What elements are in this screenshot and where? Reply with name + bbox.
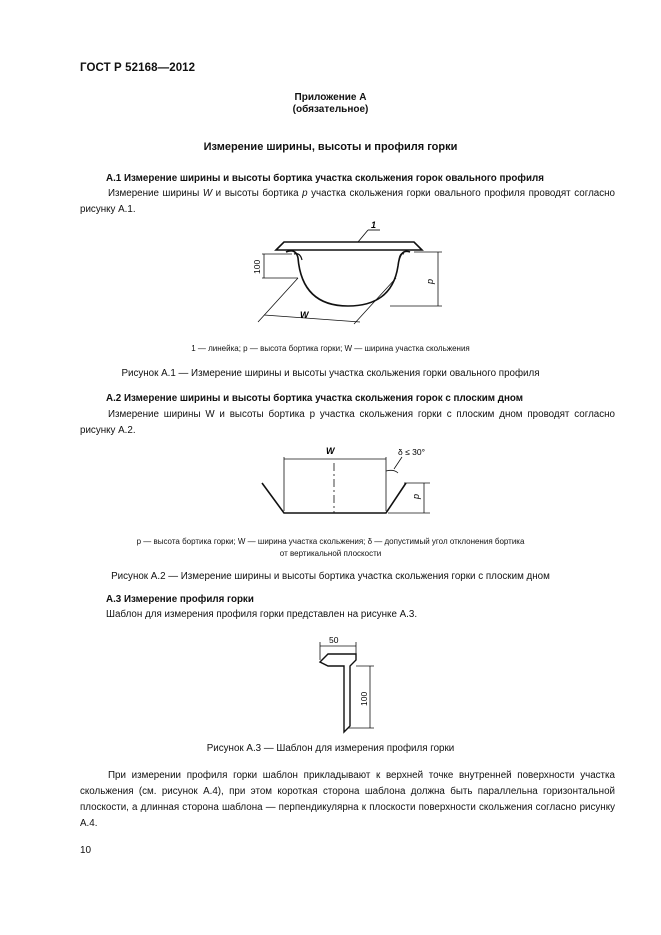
- text-fragment: Измерение ширины: [108, 188, 203, 199]
- figure-a2-legend-line1: p — высота бортика горки; W — ширина участка скольжения; δ — допустимый угол отклонения бортика: [136, 537, 525, 546]
- figure-a1-legend: 1 — линейка; p — высота бортика горки; W — ширина участка скольжения: [191, 344, 470, 353]
- section-a2-heading: А.2 Измерение ширины и высоты бортика участка скольжения горок с плоским дном: [106, 393, 523, 404]
- slide-profile: [286, 251, 410, 306]
- section-a3-text: Шаблон для измерения профиля горки представлен на рисунке А.3.: [106, 609, 418, 620]
- closing-paragraph: При измерении профиля горки шаблон прикладывают к верхней точке внутренней поверхности участка скольжения (см. рисунок А.4), при этом короткая сторона шаблона должна быть параллельна горизонтальной плоскости, а длинная сторона шаблона — перпендикулярна к плоскости поверхности скольжения согласно рисунку А.4.: [80, 770, 615, 829]
- figure-a3: [308, 632, 378, 732]
- label-p: p: [411, 493, 421, 499]
- appendix-title: Приложение А: [294, 92, 367, 103]
- appendix-subtitle: (обязательное): [292, 104, 369, 115]
- var-p: p: [302, 188, 308, 199]
- label-1: 1: [371, 220, 377, 230]
- figure-a3-caption: Рисунок А.3 — Шаблон для измерения профиля горки: [206, 743, 455, 754]
- document-header: ГОСТ Р 52168—2012: [80, 62, 196, 74]
- section-a2-text: Измерение ширины W и высоты бортика p участка скольжения горки с плоским дном проводят согласно рисунку А.2.: [80, 409, 615, 436]
- label-p: p: [425, 278, 435, 284]
- leader-1: [358, 230, 368, 242]
- dim-w: [264, 315, 360, 322]
- label-100: 100: [252, 259, 262, 274]
- angle-leader: [394, 457, 402, 469]
- figure-a1: [240, 222, 450, 332]
- text-fragment: участка скольжения горки овального профиля проводят согласно рисунку А.1.: [80, 188, 615, 215]
- figure-a2: [258, 443, 438, 523]
- label-w: W: [300, 310, 309, 320]
- label-angle: δ ≤ 30°: [398, 447, 425, 457]
- page-number: 10: [80, 845, 92, 856]
- angle-arc: [386, 470, 398, 473]
- label-100: 100: [359, 691, 369, 706]
- section-a1-heading: А.1 Измерение ширины и высоты бортика участка скольжения горок овального профиля: [106, 173, 544, 184]
- section-a1-text: [80, 186, 615, 218]
- text-fragment: и высоты бортика: [212, 188, 303, 199]
- figure-a1-caption: Рисунок А.1 — Измерение ширины и высоты участка скольжения горки овального профиля: [121, 368, 540, 379]
- figure-a2-caption: Рисунок А.2 — Измерение ширины и высоты бортика участка скольжения горки с плоским дном: [111, 571, 550, 582]
- label-50: 50: [329, 635, 339, 645]
- section-a3-heading: А.3 Измерение профиля горки: [106, 594, 254, 605]
- figure-a2-legend-line2: от вертикальной плоскости: [279, 549, 382, 558]
- var-w: W: [202, 188, 213, 199]
- appendix-heading: Измерение ширины, высоты и профиля горки: [203, 141, 458, 153]
- ruler: [276, 242, 422, 250]
- dim-w-ext: [354, 278, 396, 324]
- template-shape: [320, 654, 356, 732]
- label-w: W: [326, 446, 335, 456]
